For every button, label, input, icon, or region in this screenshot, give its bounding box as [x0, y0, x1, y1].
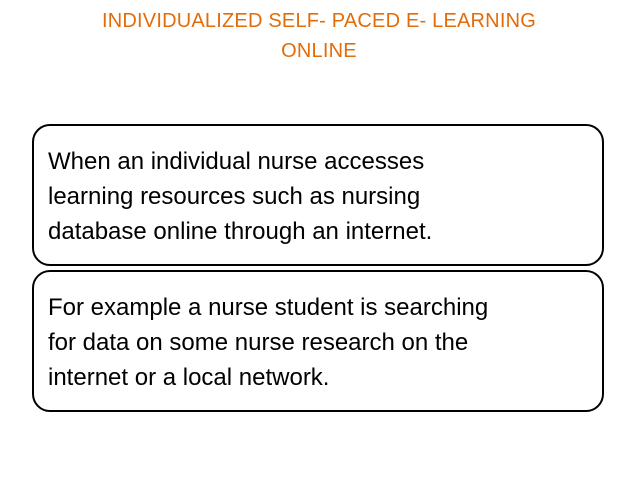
slide-title — [40, 6, 598, 66]
example-line-3: internet or a local network. — [48, 364, 330, 391]
slide-title-line-1: INDIVIDUALIZED SELF- PACED E- LEARNING — [102, 10, 536, 32]
example-line-2: for data on some nurse research on the — [48, 329, 469, 356]
example-line-1: For example a nurse student is searching — [48, 294, 489, 321]
slide-title-line-2: ONLINE — [281, 40, 357, 62]
example-box — [32, 270, 604, 412]
definition-line-2: learning resources such as nursing — [48, 183, 421, 210]
definition-line-3: database online through an internet. — [48, 218, 433, 245]
definition-box — [32, 124, 604, 266]
definition-line-1: When an individual nurse accesses — [48, 148, 425, 175]
